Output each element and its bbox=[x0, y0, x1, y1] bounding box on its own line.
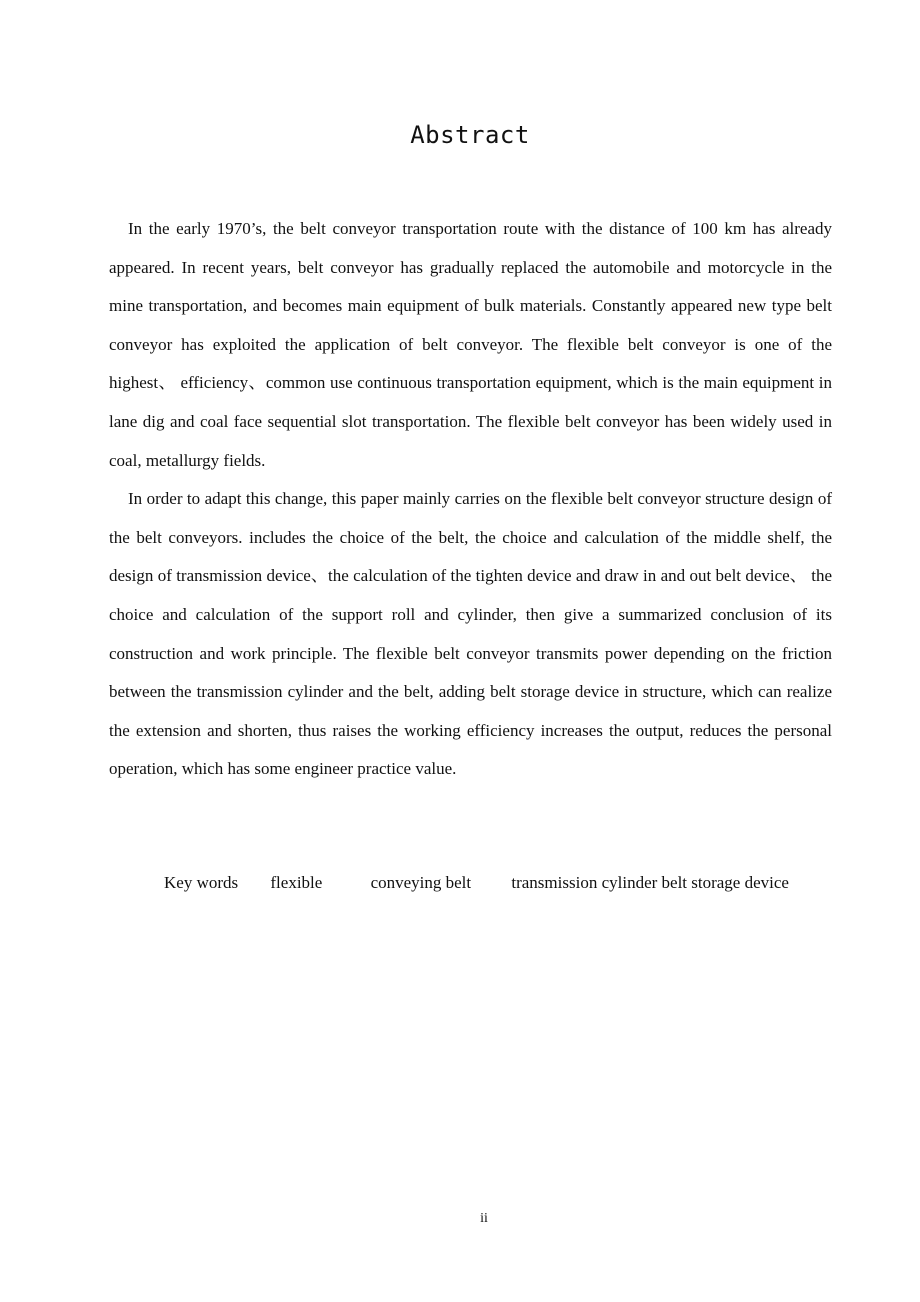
page-number: ii bbox=[480, 1211, 488, 1226]
keyword-item: conveying belt bbox=[370, 873, 472, 892]
abstract-paragraph-1: In the early 1970’s, the belt conveyor transportation route with the distance of 100 km has already appeared. In recent years, belt conveyor has gradually replaced the automobile and motorcycle in the mine transportation, and becomes main equipment of bulk materials. Constantly appeared new type belt conveyor has exploited the application of belt conveyor. The flexible belt conveyor is one of the highest、 efficiency、common use continuous transportation equipment, which is the main equipment in lane dig and coal face sequential slot transportation. The flexible belt conveyor has been widely used in coal, metallurgy fields. bbox=[109, 219, 832, 470]
abstract-paragraph-2: In order to adapt this change, this paper mainly carries on the flexible belt conveyor structure design of the belt conveyors. includes the choice of the belt, the choice and calculation of the middle shelf, the design of transmission device、the calculation of the tighten device and draw in and out belt device、 the choice and calculation of the support roll and cylinder, then give a summarized conclusion of its construction and work principle. The flexible belt conveyor transmits power depending on the friction between the transmission cylinder and the belt, adding belt storage device in structure, which can realize the extension and shorten, thus raises the working efficiency increases the output, reduces the personal operation, which has some engineer practice value. bbox=[109, 489, 832, 779]
keyword-item: transmission cylinder belt storage device bbox=[511, 873, 789, 892]
keywords-line bbox=[164, 868, 864, 898]
keyword-item: flexible bbox=[270, 873, 323, 892]
abstract-body bbox=[109, 210, 832, 789]
abstract-title: Abstract bbox=[410, 121, 530, 149]
keywords-label: Key words bbox=[164, 873, 239, 892]
